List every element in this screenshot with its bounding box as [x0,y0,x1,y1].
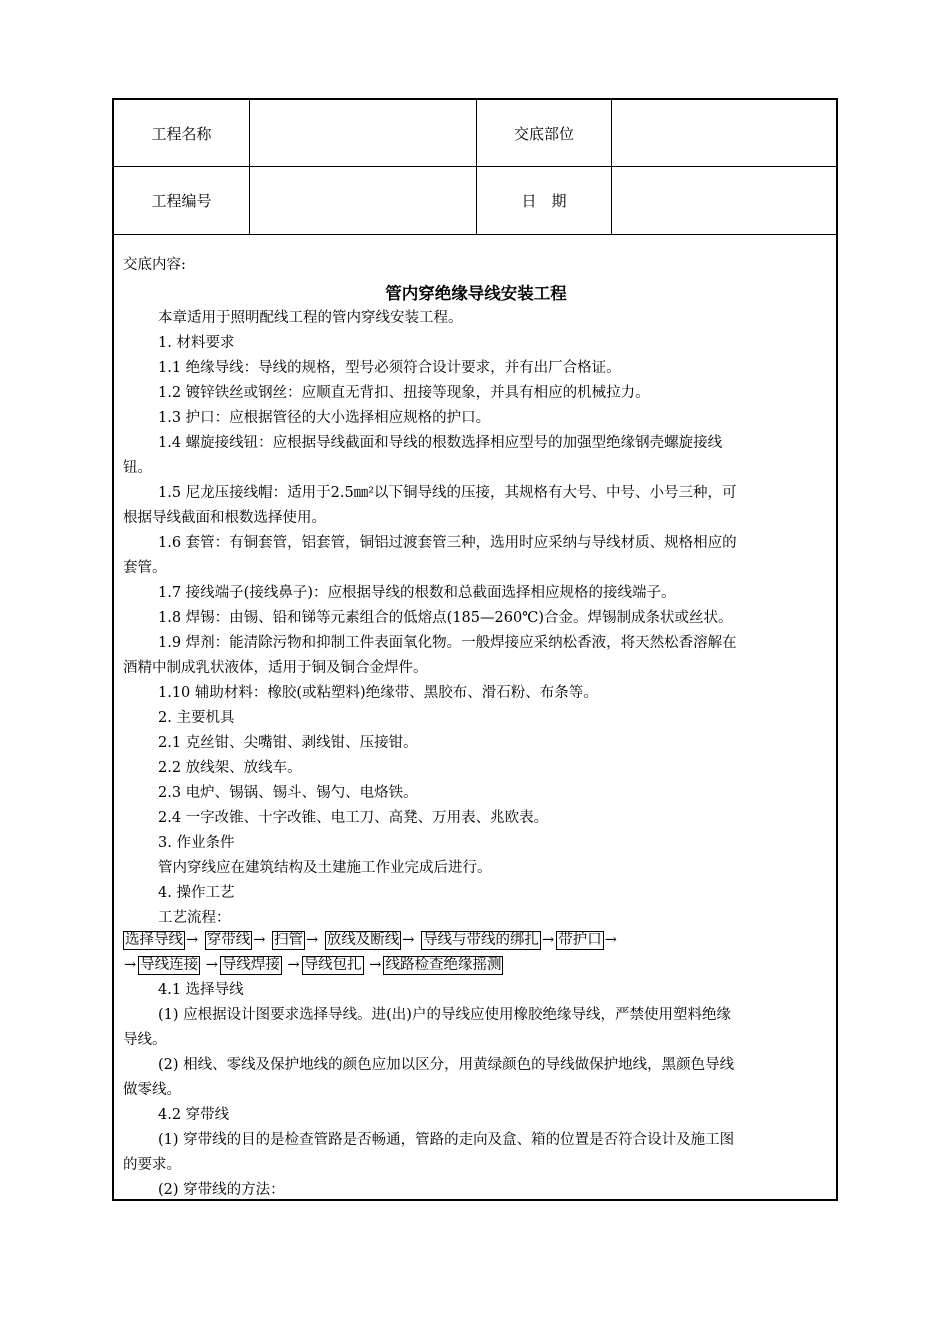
section-heading: 4. 操作工艺 [158,885,235,901]
paragraph-line: 工艺流程： [158,910,231,926]
handover-part-value[interactable] [612,100,838,166]
arrow-icon: → [402,932,415,948]
paragraph-line: 2.1 克丝钳、尖嘴钳、剥线钳、压接钳。 [158,735,418,751]
project-name-value[interactable] [250,100,476,166]
arrow-icon: → [186,932,199,948]
flow-step: 扫管 [274,932,304,948]
flow-step: 导线焊接 [221,957,280,973]
arrow-icon: → [369,957,382,973]
handover-part-label: 交底部位 [513,124,574,143]
flow-step: 带护口 [558,932,602,948]
flow-step: 线路检查绝缘摇测 [385,957,502,973]
paragraph-line: 1.5 尼龙压接线帽：适用于2.5㎜²以下铜导线的压接，其规格有大号、中号、小号三种，可 [158,485,737,501]
section-heading: 1. 材料要求 [158,335,235,351]
paragraph-line: 的要求。 [123,1157,181,1173]
content-label: 交底内容: [123,257,186,273]
paragraph-line: 1.8 焊锡：由锡、铅和锑等元素组合的低熔点(185—260℃)合金。焊锡制成条状或丝状。 [158,610,733,626]
paragraph-line: 根据导线截面和根数选择使用。 [123,510,326,526]
paragraph-line: 酒精中制成乳状液体，适用于铜及铜合金焊件。 [123,660,428,676]
row-divider [114,234,836,235]
paragraph-line: 1.9 焊剂：能清除污物和抑制工件表面氧化物。一般焊接应采纳松香液，将天然松香溶解在 [158,635,737,651]
paragraph-line: 本章适用于照明配线工程的管内穿线安装工程。 [158,310,463,326]
date-value[interactable] [612,167,838,234]
arrow-icon: → [542,932,555,948]
arrow-icon: → [124,957,137,973]
process-flow-row-1 [123,930,619,950]
flow-step: 导线与带线的绑扎 [423,932,540,948]
project-name-label: 工程名称 [151,124,212,143]
paragraph-line: 导线。 [123,1032,167,1048]
arrow-icon: → [253,932,266,948]
document-title: 管内穿绝缘导线安装工程 [385,284,567,303]
flow-step: 导线包扎 [303,957,362,973]
flow-step: 选择导线 [125,932,183,948]
paragraph-line: 2.2 放线架、放线车。 [158,760,302,776]
paragraph-line: 2.4 一字改锥、十字改锥、电工刀、高凳、万用表、兆欧表。 [158,810,549,826]
paragraph-line: 2.3 电炉、锡锅、锡斗、锡勺、电烙铁。 [158,785,418,801]
paragraph-line: 管内穿线应在建筑结构及土建施工作业完成后进行。 [158,860,492,876]
section-heading: 4.1 选择导线 [158,982,244,998]
paragraph-line: 1.10 辅助材料：橡胶(或粘塑料)绝缘带、黑胶布、滑石粉、布条等。 [158,685,598,701]
paragraph-line: (2) 穿带线的方法： [158,1182,285,1198]
section-heading: 3. 作业条件 [158,835,235,851]
arrow-icon: → [205,957,218,973]
flow-step: 放线及断线 [326,932,400,948]
paragraph-line: 1.6 套管：有铜套管，铝套管，铜铝过渡套管三种，选用时应采纳与导线材质、规格相应的 [158,535,737,551]
paragraph-line: (1) 应根据设计图要求选择导线。进(出)户的导线应使用橡胶绝缘导线，严禁使用塑料绝缘 [158,1007,731,1023]
arrow-icon: → [306,932,319,948]
paragraph-line: 1.1 绝缘导线：导线的规格，型号必须符合设计要求，并有出厂合格证。 [158,360,621,376]
paragraph-line: 1.7 接线端子(接线鼻子)：应根据导线的根数和总截面选择相应规格的接线端子。 [158,585,676,601]
flow-step: 穿带线 [206,932,251,948]
flow-step: 导线连接 [140,957,199,973]
project-no-value[interactable] [250,167,476,234]
arrow-icon: → [604,932,617,948]
process-flow-row-2 [123,955,503,975]
paragraph-line: (2) 相线、零线及保护地线的颜色应加以区分，用黄绿颜色的导线做保护地线，黑颜色导线 [158,1057,735,1073]
paragraph-line: 1.2 镀锌铁丝或钢丝：应顺直无背扣、扭接等现象，并具有相应的机械拉力。 [158,385,650,401]
section-heading: 4.2 穿带线 [158,1107,230,1123]
handover-form [112,98,838,1201]
paragraph-line: 1.3 护口：应根据管径的大小选择相应规格的护口。 [158,410,491,426]
paragraph-line: 1.4 螺旋接线钮：应根据导线截面和导线的根数选择相应型号的加强型绝缘钢壳螺旋接线 [158,435,723,451]
arrow-icon: → [287,957,300,973]
project-no-label: 工程编号 [151,192,212,210]
paragraph-line: 做零线。 [123,1082,181,1098]
paragraph-line: (1) 穿带线的目的是检查管路是否畅通，管路的走向及盒、箱的位置是否符合设计及施工图 [158,1132,735,1148]
date-label: 日 期 [521,192,567,210]
paragraph-line: 套管。 [123,560,167,576]
section-heading: 2. 主要机具 [158,710,235,726]
paragraph-line: 钮。 [123,460,152,476]
